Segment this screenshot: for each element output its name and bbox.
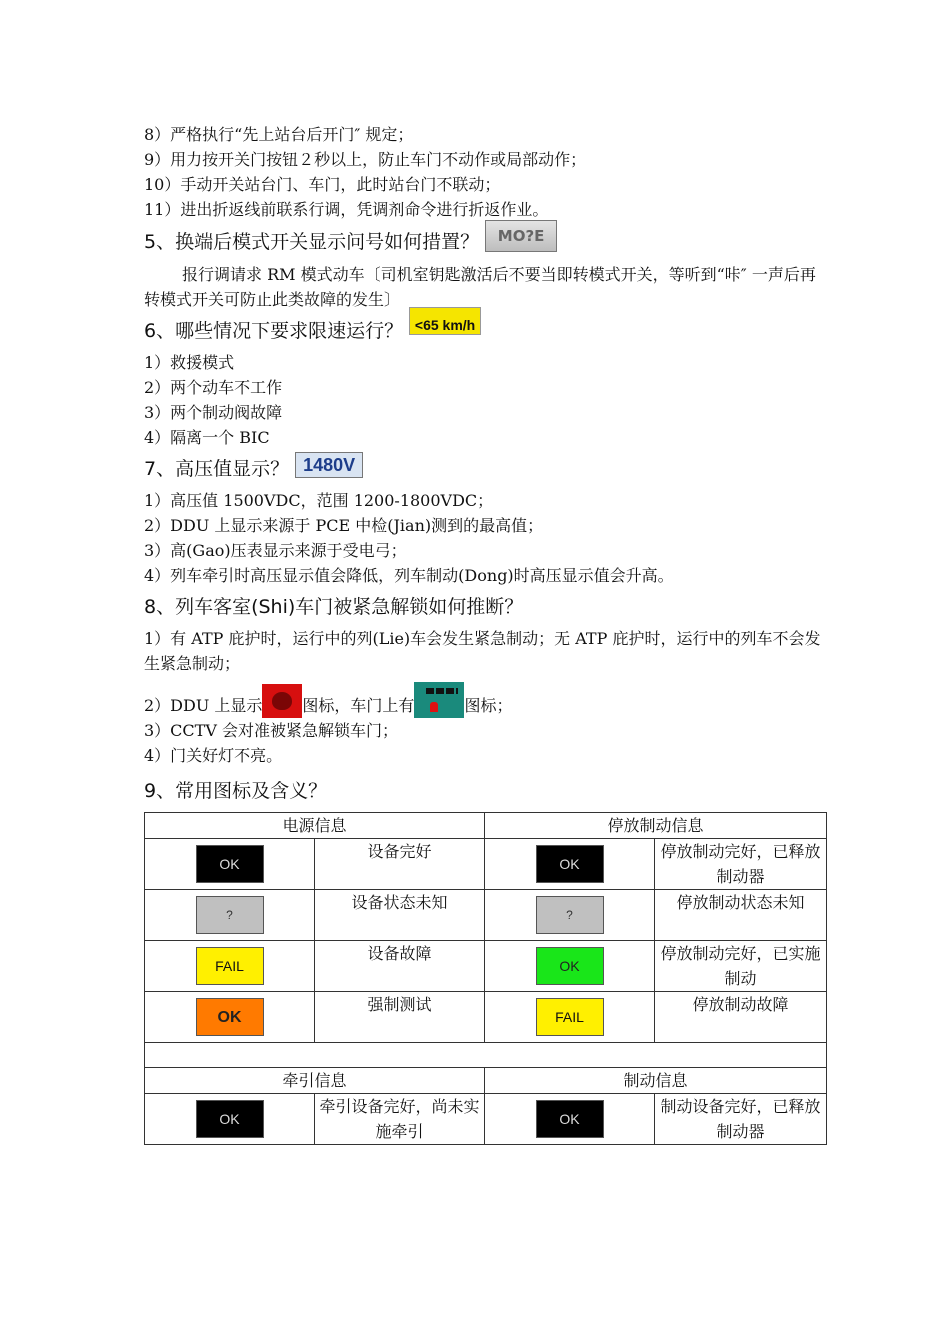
document-page [144,122,826,1145]
table-cell: 设备完好 [315,839,485,890]
q5-heading [144,226,826,258]
status-forced-test-icon: OK [196,998,264,1036]
q8-heading [144,592,826,622]
status-applied-icon: OK [536,947,604,985]
list-item: 4）隔离一个 BIC [144,428,270,447]
list-item: 1）高压值 1500VDC，范围 1200-1800VDC； [144,491,494,510]
q8-item-2 [144,682,826,718]
table-cell: 设备故障 [315,941,485,992]
status-ok-icon: OK [196,845,264,883]
q8-item-2-text-b: 图标，车门上有 [302,696,415,715]
icon-meaning-table [144,812,827,1145]
q8-item-1: 1）有 ATP 庇护时，运行中的列(Lie)车会发生紧急制动；无 ATP 庇护时，运行中的列车不会发生紧急制动； [144,629,821,673]
q8-item-2-text-c: 图标； [464,696,513,715]
list-item: 9）用力按开关门按钮２秒以上，防止车门不动作或局部动作； [144,150,587,169]
list-item: 10）手动开关站台门、车门，此时站台门不联动； [144,175,501,194]
mode-question-icon: MO?E [485,220,557,252]
q7-heading-text: 7、高压值显示？ [144,458,290,480]
q8-item-4: 4）门关好灯不亮。 [144,746,283,765]
list-item: 8）严格执行“先上站台后开门″ 规定； [144,125,414,144]
list-item: 4）列车牵引时高压显示值会降低，列车制动(Dong)时高压显示值会升高。 [144,566,674,585]
q9-heading [144,776,826,806]
list-item: 3）高(Gao)压表显示来源于受电弓； [144,541,407,560]
table-cell: 强制测试 [315,992,485,1043]
q9-heading-text: 9、常用图标及含义？ [144,780,328,802]
door-status-icon [414,682,464,718]
status-unknown-icon: ? [536,896,604,934]
status-fail-icon: FAIL [196,947,264,985]
table-row [145,941,827,992]
q6-list [144,350,826,450]
table-cell: 停放制动完好，已释放制动器 [655,839,827,890]
table-row [145,839,827,890]
q7-heading [144,454,826,484]
speed-limit-icon: <65 km/h [409,307,481,335]
list-top [144,122,826,222]
table-spacer-row [145,1043,827,1068]
q5-heading-text: 5、换端后模式开关显示问号如何措置？ [144,231,480,253]
status-unknown-icon: ? [196,896,264,934]
status-ok-icon: OK [536,1100,604,1138]
list-item: 3）两个制动阀故障 [144,403,283,422]
q8-heading-text: 8、列车客室(Shi)车门被紧急解锁如何推断？ [144,596,524,618]
park-brake-header: 停放制动信息 [485,813,827,839]
table-row [145,890,827,941]
traction-info-header: 牵引信息 [145,1068,485,1094]
q7-list [144,488,826,588]
list-item: 2）DDU 上显示来源于 PCE 中检(Jian)测到的最高值； [144,516,544,535]
table-cell: 制动设备完好，已释放制动器 [655,1094,827,1145]
table-cell: 停放制动故障 [655,992,827,1043]
table-cell: 停放制动完好，已实施制动 [655,941,827,992]
table-row [145,1094,827,1145]
high-voltage-icon: 1480V [295,452,363,478]
table-cell: 停放制动状态未知 [655,890,827,941]
status-fail-icon: FAIL [536,998,604,1036]
list-item: 1）救援模式 [144,353,235,372]
q5-answer: 报行调请求 RM 模式动车〔司机室钥匙激活后不要当即转模式开关，等听到“咔″ 一声后再转模式开关可防止此类故障的发生〕 [144,265,816,309]
status-ok-icon: OK [536,845,604,883]
q6-heading [144,316,826,346]
q6-heading-text: 6、哪些情况下要求限速运行？ [144,320,404,342]
list-item: 11）进出折返线前联系行调，凭调剂命令进行折返作业。 [144,200,549,219]
table-cell: 设备状态未知 [315,890,485,941]
door-emergency-unlock-icon [262,684,302,718]
list-item: 2）两个动车不工作 [144,378,283,397]
q8-item-3: 3）CCTV 会对准被紧急解锁车门； [144,721,398,740]
status-ok-icon: OK [196,1100,264,1138]
brake-info-header: 制动信息 [485,1068,827,1094]
table-row [145,992,827,1043]
power-info-header: 电源信息 [145,813,485,839]
q8-item-2-text-a: 2）DDU 上显示 [144,696,263,715]
table-cell: 牵引设备完好，尚未实施牵引 [315,1094,485,1145]
